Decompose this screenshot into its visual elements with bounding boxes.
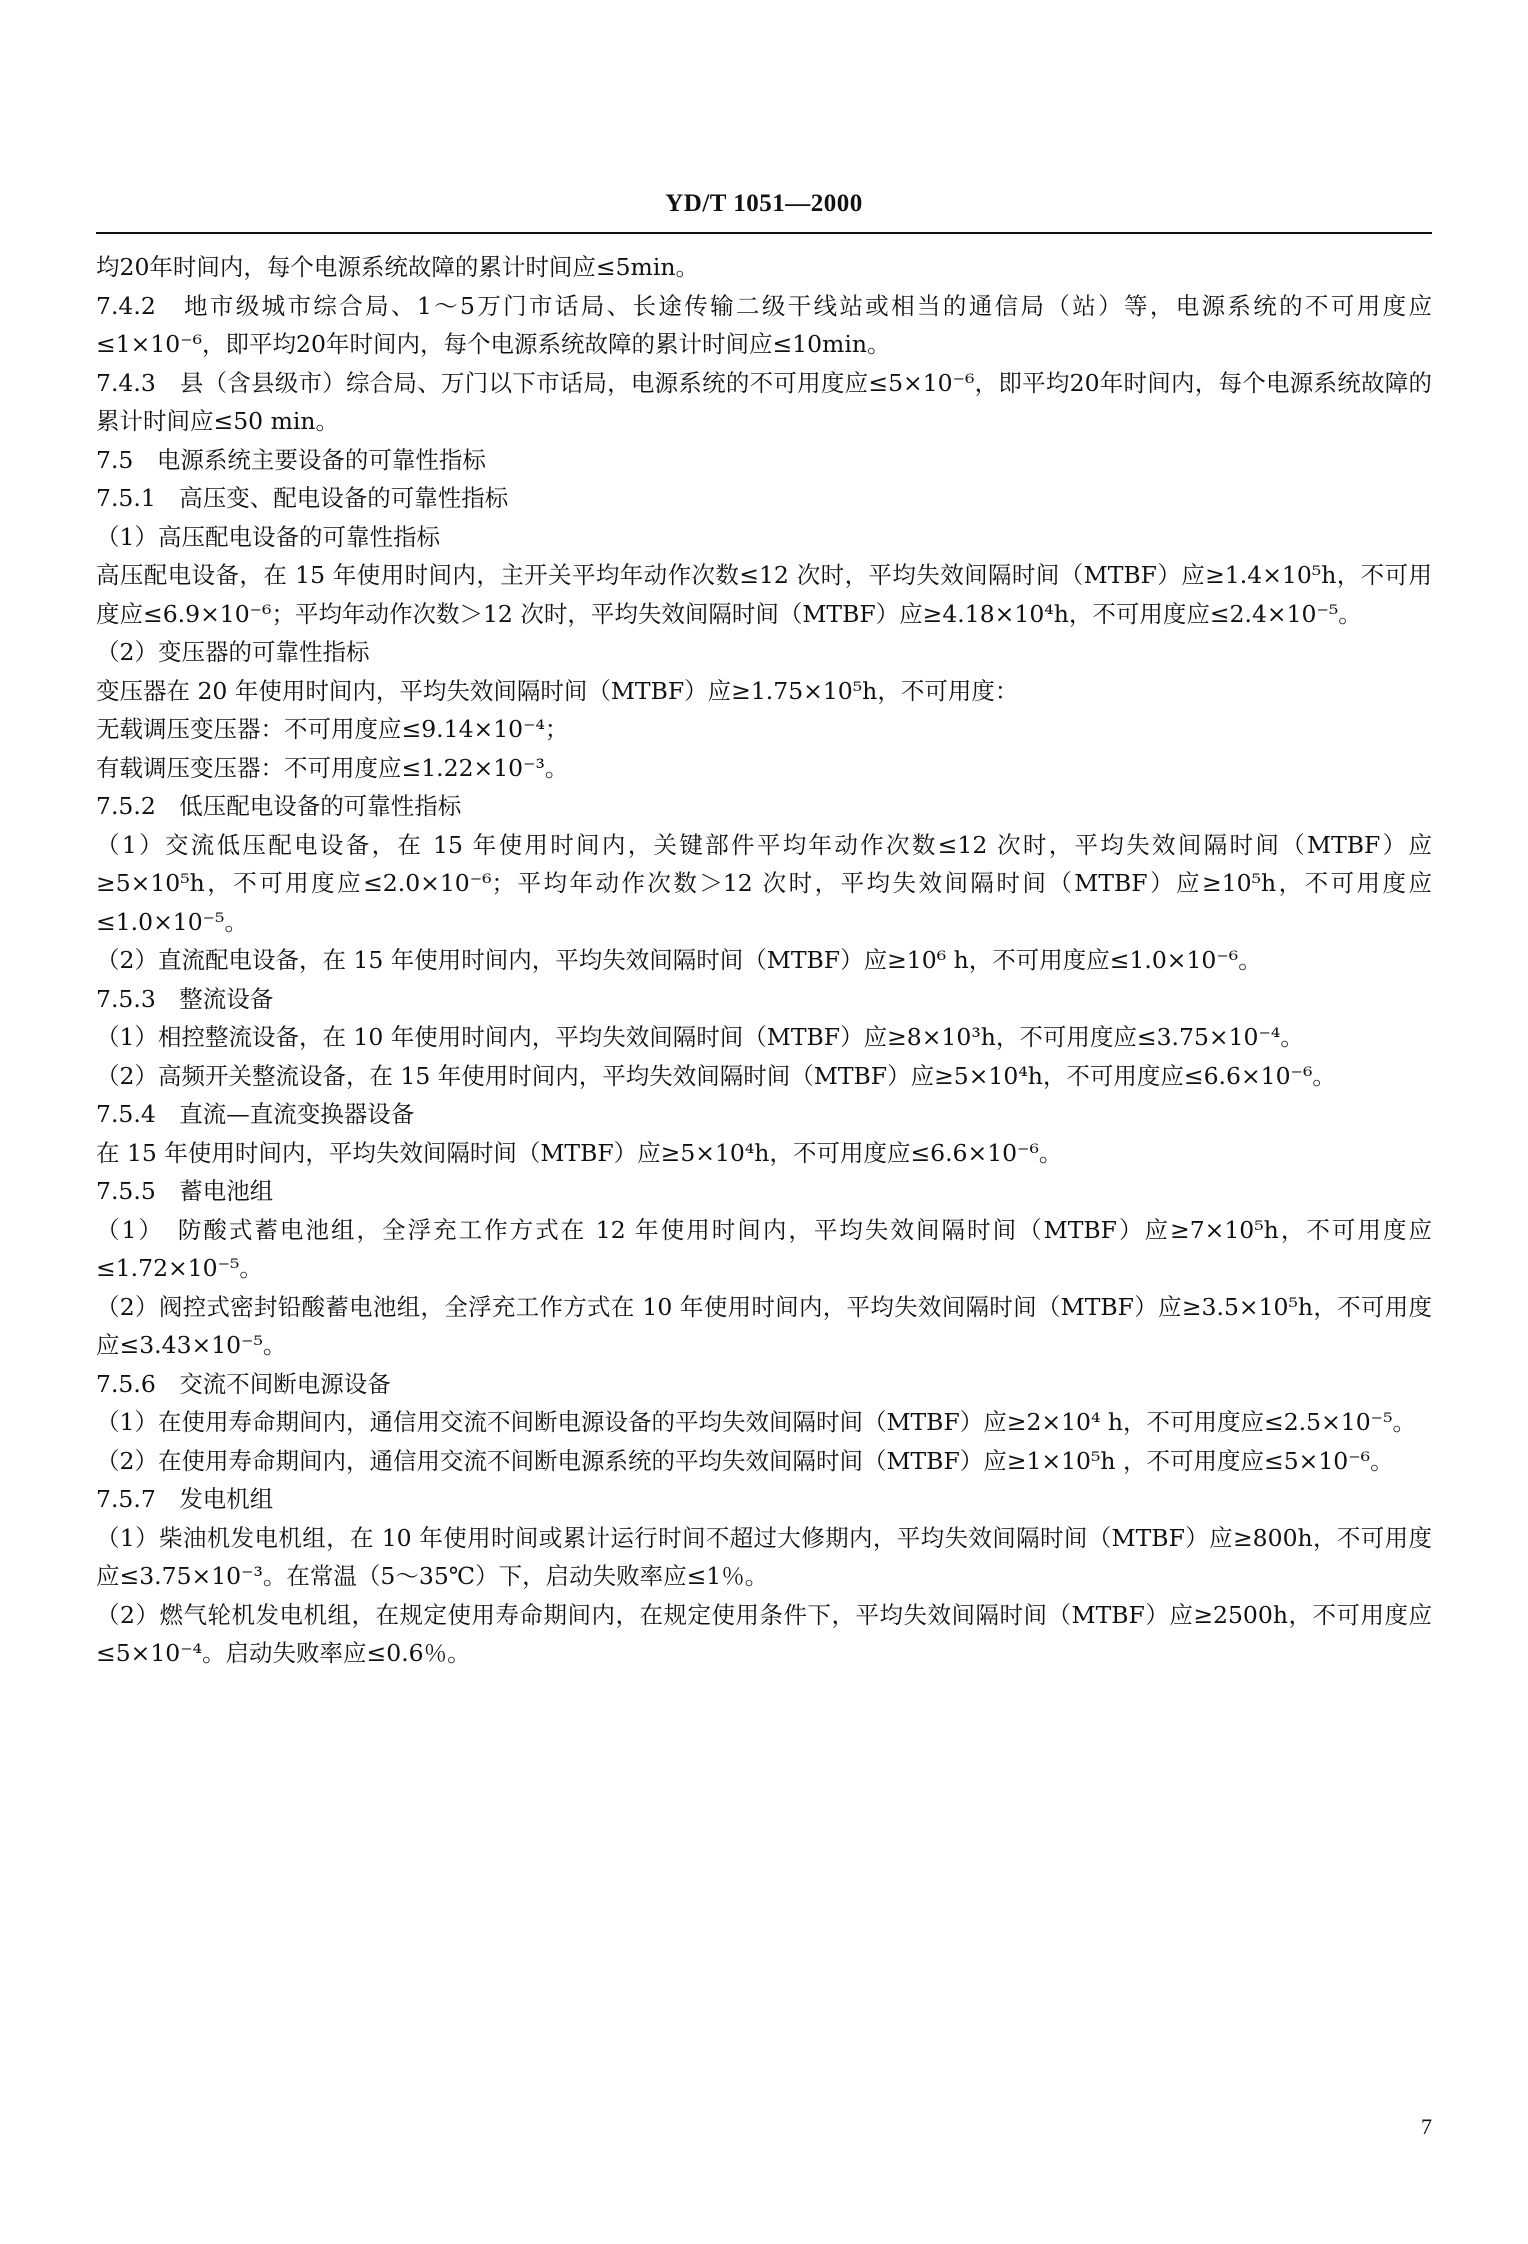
clause-7-5-7-item-1: （1）柴油机发电机组，在 10 年使用时间或累计运行时间不超过大修期内，平均失效间隔时间（MTBF）应≥800h，不可用度应≤3.75×10⁻³。在常温（5～35℃）下，启动失败率应≤1％。 <box>96 1523 1432 1590</box>
clause-7-5-7-heading: 7.5.7 发电机组 <box>96 1485 274 1513</box>
clause-7-5-1-item-1-heading: （1）高压配电设备的可靠性指标 <box>96 522 440 551</box>
clause-7-5-4-heading: 7.5.4 直流—直流变换器设备 <box>96 1100 415 1128</box>
transformer-no-load-line: 无载调压变压器：不可用度应≤9.14×10⁻⁴； <box>96 715 569 743</box>
clause-7-4-2: 7.4.2 地市级城市综合局、1～5万门市话局、长途传输二级干线站或相当的通信局（站）等，电源系统的不可用度应≤1×10⁻⁶，即平均20年时间内，每个电源系统故障的累计时间应≤10min。 <box>96 291 1432 358</box>
header-divider <box>96 232 1432 234</box>
clause-7-5-1-item-2-body: 变压器在 20 年使用时间内，平均失效间隔时间（MTBF）应≥1.75×10⁵h，不可用度： <box>96 676 1019 705</box>
clause-7-5-3-heading: 7.5.3 整流设备 <box>96 984 274 1013</box>
clause-7-5-heading: 7.5 电源系统主要设备的可靠性指标 <box>96 445 486 474</box>
document-body <box>96 248 1432 1673</box>
clause-7-5-3-item-2: （2）高频开关整流设备，在 15 年使用时间内，平均失效间隔时间（MTBF）应≥5×10⁴h，不可用度应≤6.6×10⁻⁶。 <box>96 1061 1336 1090</box>
clause-7-5-6-item-2: （2）在使用寿命期间内，通信用交流不间断电源系统的平均失效间隔时间（MTBF）应≥1×10⁵h ，不可用度应≤5×10⁻⁶。 <box>96 1446 1394 1475</box>
page-header <box>96 190 1432 218</box>
clause-7-5-5-item-1: （1） 防酸式蓄电池组，全浮充工作方式在 12 年使用时间内，平均失效间隔时间（MTBF）应≥7×10⁵h，不可用度应≤1.72×10⁻⁵。 <box>96 1215 1432 1282</box>
transformer-on-load-line: 有载调压变压器：不可用度应≤1.22×10⁻³。 <box>96 753 569 782</box>
clause-7-5-2-item-1: （1）交流低压配电设备，在 15 年使用时间内，关键部件平均年动作次数≤12 次时，平均失效间隔时间（MTBF）应≥5×10⁵h，不可用度应≤2.0×10⁻⁶；平均年动作次数＞12 次时，平均失效间隔时间（MTBF）应≥10⁵h，不可用度应≤1.0×10⁻⁵。 <box>96 830 1432 936</box>
clause-7-5-4-body: 在 15 年使用时间内，平均失效间隔时间（MTBF）应≥5×10⁴h，不可用度应≤6.6×10⁻⁶。 <box>96 1138 1063 1167</box>
clause-7-5-5-item-2: （2）阀控式密封铅酸蓄电池组，全浮充工作方式在 10 年使用时间内，平均失效间隔时间（MTBF）应≥3.5×10⁵h，不可用度应≤3.43×10⁻⁵。 <box>96 1292 1432 1359</box>
clause-7-5-1-heading: 7.5.1 高压变、配电设备的可靠性指标 <box>96 484 509 512</box>
clause-7-5-1-item-1-body: 高压配电设备，在 15 年使用时间内，主开关平均年动作次数≤12 次时，平均失效间隔时间（MTBF）应≥1.4×10⁵h，不可用度应≤6.9×10⁻⁶；平均年动作次数＞12 次时，平均失效间隔时间（MTBF）应≥4.18×10⁴h，不可用度应≤2.4×10⁻⁵。 <box>96 561 1432 628</box>
clause-7-5-1-item-2-heading: （2）变压器的可靠性指标 <box>96 638 370 666</box>
page-number: 7 <box>1421 2114 1432 2139</box>
standard-number: YD/T 1051—2000 <box>665 190 863 217</box>
clause-7-5-6-heading: 7.5.6 交流不间断电源设备 <box>96 1369 391 1398</box>
clause-7-5-5-heading: 7.5.5 蓄电池组 <box>96 1177 274 1205</box>
clause-7-5-7-item-2: （2）燃气轮机发电机组，在规定使用寿命期间内，在规定使用条件下，平均失效间隔时间（MTBF）应≥2500h，不可用度应≤5×10⁻⁴。启动失败率应≤0.6％。 <box>96 1600 1432 1667</box>
clause-7-5-3-item-1: （1）相控整流设备，在 10 年使用时间内，平均失效间隔时间（MTBF）应≥8×10³h，不可用度应≤3.75×10⁻⁴。 <box>96 1023 1304 1051</box>
clause-7-5-2-heading: 7.5.2 低压配电设备的可靠性指标 <box>96 792 462 820</box>
clause-7-5-2-item-2: （2）直流配电设备，在 15 年使用时间内，平均失效间隔时间（MTBF）应≥10⁶ h，不可用度应≤1.0×10⁻⁶。 <box>96 946 1262 974</box>
clause-7-4-3: 7.4.3 县（含县级市）综合局、万门以下市话局，电源系统的不可用度应≤5×10⁻⁶，即平均20年时间内，每个电源系统故障的累计时间应≤50 min。 <box>96 368 1432 435</box>
clause-7-5-6-item-1: （1）在使用寿命期间内，通信用交流不间断电源设备的平均失效间隔时间（MTBF）应≥2×10⁴ h，不可用度应≤2.5×10⁻⁵。 <box>96 1408 1417 1436</box>
paragraph-continuation: 均20年时间内，每个电源系统故障的累计时间应≤5min。 <box>96 253 699 281</box>
